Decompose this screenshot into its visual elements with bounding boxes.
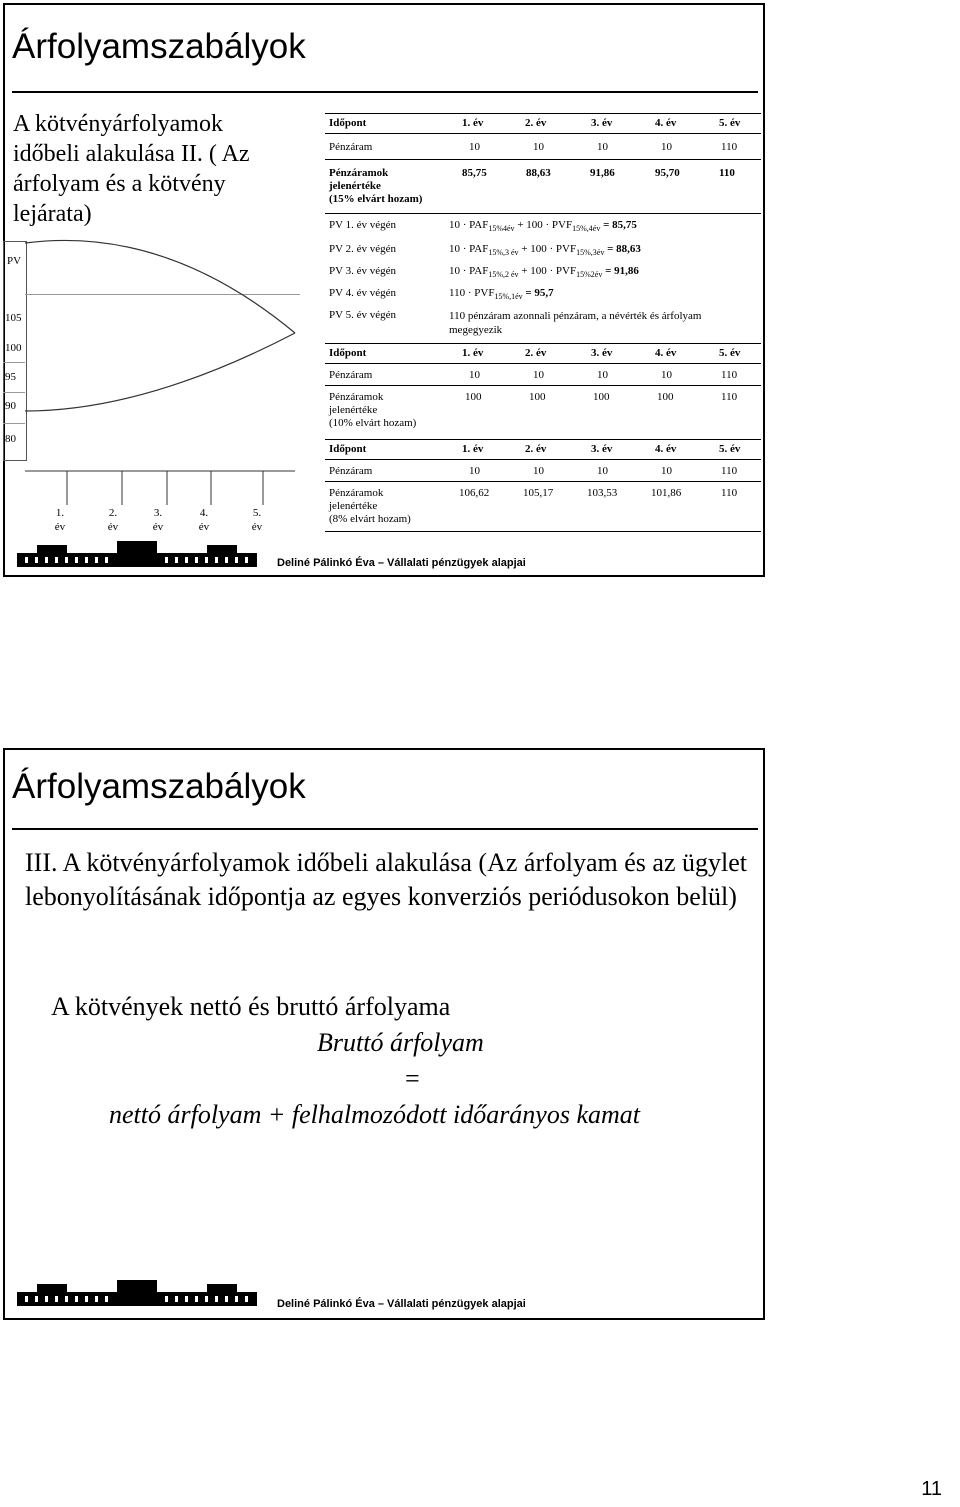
table-cell: 110 <box>721 391 738 403</box>
table-rule <box>325 363 761 364</box>
header-cell: 5. év <box>719 117 741 129</box>
table-cell: 10 <box>533 369 544 381</box>
formula-text: $110 \cdot PVF_{15\%,1év} = 95,7$ <box>449 287 554 301</box>
header-cell: Időpont <box>329 347 367 359</box>
net-price-formula: nettó árfolyam + felhalmozódott időarányos kamat <box>109 1100 641 1129</box>
slide-title: Árfolyamszabályok <box>12 767 306 806</box>
row-label: PV 1. év végén <box>329 219 397 231</box>
net-gross-heading: A kötvények nettó és bruttó árfolyama <box>51 992 451 1021</box>
row-label: PV 4. év végén <box>329 287 397 299</box>
header-cell: 5. év <box>719 347 741 359</box>
pv-axis-label: PV <box>7 255 22 267</box>
table-cell: 10 <box>597 369 608 381</box>
chart-plot <box>5 235 305 535</box>
table-rule <box>325 459 761 460</box>
header-cell: 1. év <box>462 443 484 455</box>
footer-text: Deliné Pálinkó Éva – Vállalati pénzügyek alapjai <box>277 557 526 569</box>
table-rule <box>325 113 761 114</box>
table-cell: 100 <box>529 391 546 403</box>
table-cell: 110 <box>721 141 738 153</box>
row-label: Pénzáramok jelenértéke (10% elvárt hozam) <box>329 391 417 429</box>
header-cell: 4. év <box>655 117 677 129</box>
table-rule <box>325 159 761 160</box>
table-cell: 110 <box>721 487 738 499</box>
header-cell: 4. év <box>655 347 677 359</box>
table-rule <box>325 213 761 214</box>
table-cell: 10 <box>597 141 608 153</box>
footer-text: Deliné Pálinkó Éva – Vállalati pénzügyek alapjai <box>277 1298 526 1310</box>
y-tick-label: 105 <box>5 312 22 324</box>
university-building-logo <box>17 539 257 569</box>
y-tick-label: 80 <box>5 433 16 445</box>
table-cell: 105,17 <box>523 487 554 499</box>
table-cell: 10 <box>533 465 544 477</box>
table-8-percent <box>329 439 761 533</box>
table-cell: 10 <box>661 369 672 381</box>
table-cell: 10 <box>469 465 480 477</box>
row-label: Pénzáram <box>329 465 373 477</box>
header-cell: 2. év <box>525 443 547 455</box>
table-rule <box>325 343 761 344</box>
formula-text: $10 \cdot PAF_{15\%,3 év} + 100 \cdot PVF_{15\%,3év} = 88,63$ <box>449 243 641 257</box>
section-paragraph: III. A kötvényárfolyamok időbeli alakulása (Az árfolyam és az ügylet lebonyolításának időpontja az egyes konverziós periódusokon belül) <box>25 848 747 911</box>
title-rule <box>12 91 758 93</box>
premium-curve <box>25 240 295 333</box>
x-tick-label: 5. év <box>251 507 263 533</box>
table-15-percent <box>329 113 761 343</box>
table-rule <box>325 531 761 532</box>
table-cell: 110 <box>719 167 735 179</box>
table-cell: 101,86 <box>651 487 682 499</box>
row-label: PV 3. év végén <box>329 265 397 277</box>
table-cell: 10 <box>597 465 608 477</box>
table-cell: 100 <box>593 391 610 403</box>
university-building-logo <box>17 1278 257 1308</box>
table-rule <box>325 133 761 134</box>
slide-1 <box>3 3 765 577</box>
formula-text: 110 pénzáram azonnali pénzáram, a névérték és árfolyam megegyezik <box>449 310 702 336</box>
slide-2 <box>3 748 765 1320</box>
discount-curve <box>25 333 295 411</box>
title-rule <box>12 828 758 830</box>
header-cell: 1. év <box>462 117 484 129</box>
table-cell: 10 <box>469 369 480 381</box>
y-tick-label: 100 <box>5 342 22 354</box>
table-rule <box>325 439 761 440</box>
row-label: Pénzáramok jelenértéke (15% elvárt hozam) <box>329 167 423 205</box>
table-cell: 91,86 <box>590 167 615 179</box>
table-cell: 10 <box>661 141 672 153</box>
table-cell: 110 <box>721 369 738 381</box>
header-cell: 3. év <box>591 117 613 129</box>
row-label: PV 5. év végén <box>329 309 397 321</box>
table-cell: 100 <box>657 391 674 403</box>
table-cell: 10 <box>469 141 480 153</box>
x-tick-label: 4. év <box>198 507 210 533</box>
table-cell: 88,63 <box>526 167 551 179</box>
y-tick-label: 95 <box>5 371 16 383</box>
x-tick-label: 3. év <box>152 507 164 533</box>
row-label: Pénzáram <box>329 369 373 381</box>
equals-sign: = <box>405 1064 420 1093</box>
x-tick-label: 2. év <box>107 507 119 533</box>
table-10-percent <box>329 343 761 439</box>
header-cell: 4. év <box>655 443 677 455</box>
header-cell: 2. év <box>525 117 547 129</box>
y-tick-label: 90 <box>5 400 16 412</box>
table-cell: 10 <box>661 465 672 477</box>
table-cell: 95,70 <box>655 167 680 179</box>
gross-price-label: Bruttó árfolyam <box>317 1028 484 1057</box>
formula-text: $10 \cdot PAF_{15\%,2 év} + 100 \cdot PVF_{15\%2év} = 91,86$ <box>449 265 639 279</box>
row-label: PV 2. év végén <box>329 243 397 255</box>
table-cell: 85,75 <box>462 167 487 179</box>
header-cell: Időpont <box>329 443 367 455</box>
header-cell: 5. év <box>719 443 741 455</box>
table-rule <box>325 385 761 386</box>
x-tick-label: 1. év <box>54 507 66 533</box>
table-cell: 103,53 <box>587 487 618 499</box>
table-cell: 10 <box>533 141 544 153</box>
table-rule <box>325 481 761 482</box>
table-cell: 100 <box>465 391 482 403</box>
slide-title: Árfolyamszabályok <box>12 27 306 66</box>
row-label: Pénzáram <box>329 141 373 153</box>
slide-subtitle: A kötvényárfolyamok időbeli alakulása II. ( Az árfolyam és a kötvény lejárata) <box>13 111 250 227</box>
header-cell: Időpont <box>329 117 367 129</box>
table-cell: 106,62 <box>459 487 490 499</box>
header-cell: 3. év <box>591 443 613 455</box>
header-cell: 1. év <box>462 347 484 359</box>
header-cell: 2. év <box>525 347 547 359</box>
table-cell: 110 <box>721 465 738 477</box>
row-label: Pénzáramok jelenértéke (8% elvárt hozam) <box>329 487 411 525</box>
page-number: 11 <box>921 1478 942 1500</box>
formula-text: $10 \cdot PAF_{15\%4év} + 100 \cdot PVF_{15\%,4év} = 85,75$ <box>449 219 637 233</box>
header-cell: 3. év <box>591 347 613 359</box>
